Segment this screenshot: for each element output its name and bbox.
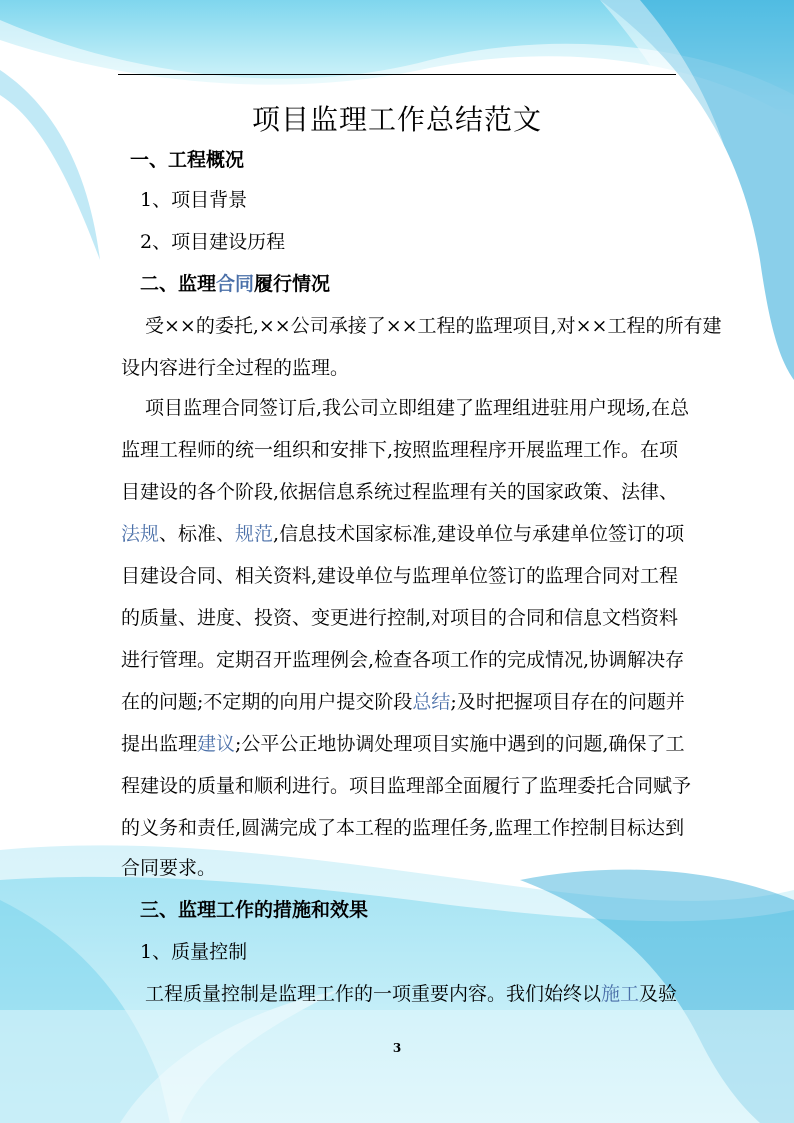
paragraph-line: 的义务和责任,圆满完成了本工程的监理任务,监理工作控制目标达到	[121, 817, 685, 839]
paragraph-line: 设内容进行全过程的监理。	[121, 357, 350, 379]
paragraph-line	[121, 520, 685, 548]
subheading-construction-history: 2、项目建设历程	[140, 231, 286, 253]
text-span: 在的问题;不定期的向用户提交阶段	[121, 691, 413, 713]
paragraph-line: 的质量、进度、投资、变更进行控制,对项目的合同和信息文档资料	[121, 607, 679, 629]
paragraph-line	[145, 980, 678, 1008]
heading-text: 二、监理	[140, 273, 217, 295]
text-span: ,信息技术国家标准,建设单位与承建单位签订的项	[273, 523, 685, 545]
document-title: 项目监理工作总结范文	[251, 103, 542, 136]
heading-engineering-overview: 一、工程概况	[130, 149, 245, 171]
paragraph-line: 受××的委托,××公司承接了××工程的监理项目,对××工程的所有建	[145, 315, 722, 337]
contract-link[interactable]: 合同	[216, 273, 255, 295]
heading-measures-and-effects: 三、监理工作的措施和效果	[140, 899, 369, 921]
regulations-link[interactable]: 法规	[121, 523, 160, 545]
text-span: 及验	[639, 983, 678, 1005]
standards-link[interactable]: 规范	[235, 523, 274, 545]
paragraph-line: 监理工程师的统一组织和安排下,按照监理程序开展监理工作。在项	[121, 439, 679, 461]
suggestion-link[interactable]: 建议	[197, 733, 236, 755]
construction-link[interactable]: 施工	[601, 983, 640, 1005]
text-span: ;及时把握项目存在的问题并	[450, 691, 685, 713]
heading-contract-performance	[140, 270, 330, 298]
summary-link[interactable]: 总结	[412, 691, 451, 713]
paragraph-line: 合同要求。	[121, 857, 217, 879]
paragraph-line: 项目监理合同签订后,我公司立即组建了监理组进驻用户现场,在总	[145, 397, 690, 419]
text-span: ;公平公正地协调处理项目实施中遇到的问题,确保了工	[235, 733, 685, 755]
text-span: 工程质量控制是监理工作的一项重要内容。我们始终以	[145, 983, 602, 1005]
text-span: 提出监理	[121, 733, 198, 755]
paragraph-line	[121, 688, 685, 716]
paragraph-line: 进行管理。定期召开监理例会,检查各项工作的完成情况,协调解决存	[121, 649, 685, 671]
subheading-quality-control: 1、质量控制	[140, 941, 248, 963]
header-rule	[118, 74, 676, 75]
paragraph-line	[121, 730, 685, 758]
page-number: 3	[392, 1041, 402, 1055]
paragraph-line: 程建设的质量和顺利进行。项目监理部全面履行了监理委托合同赋予	[121, 775, 692, 797]
text-span: 、标准、	[159, 523, 236, 545]
subheading-project-background: 1、项目背景	[140, 189, 248, 211]
paragraph-line: 目建设的各个阶段,依据信息系统过程监理有关的国家政策、法律、	[121, 481, 679, 503]
paragraph-line: 目建设合同、相关资料,建设单位与监理单位签订的监理合同对工程	[121, 565, 679, 587]
heading-text: 履行情况	[254, 273, 331, 295]
